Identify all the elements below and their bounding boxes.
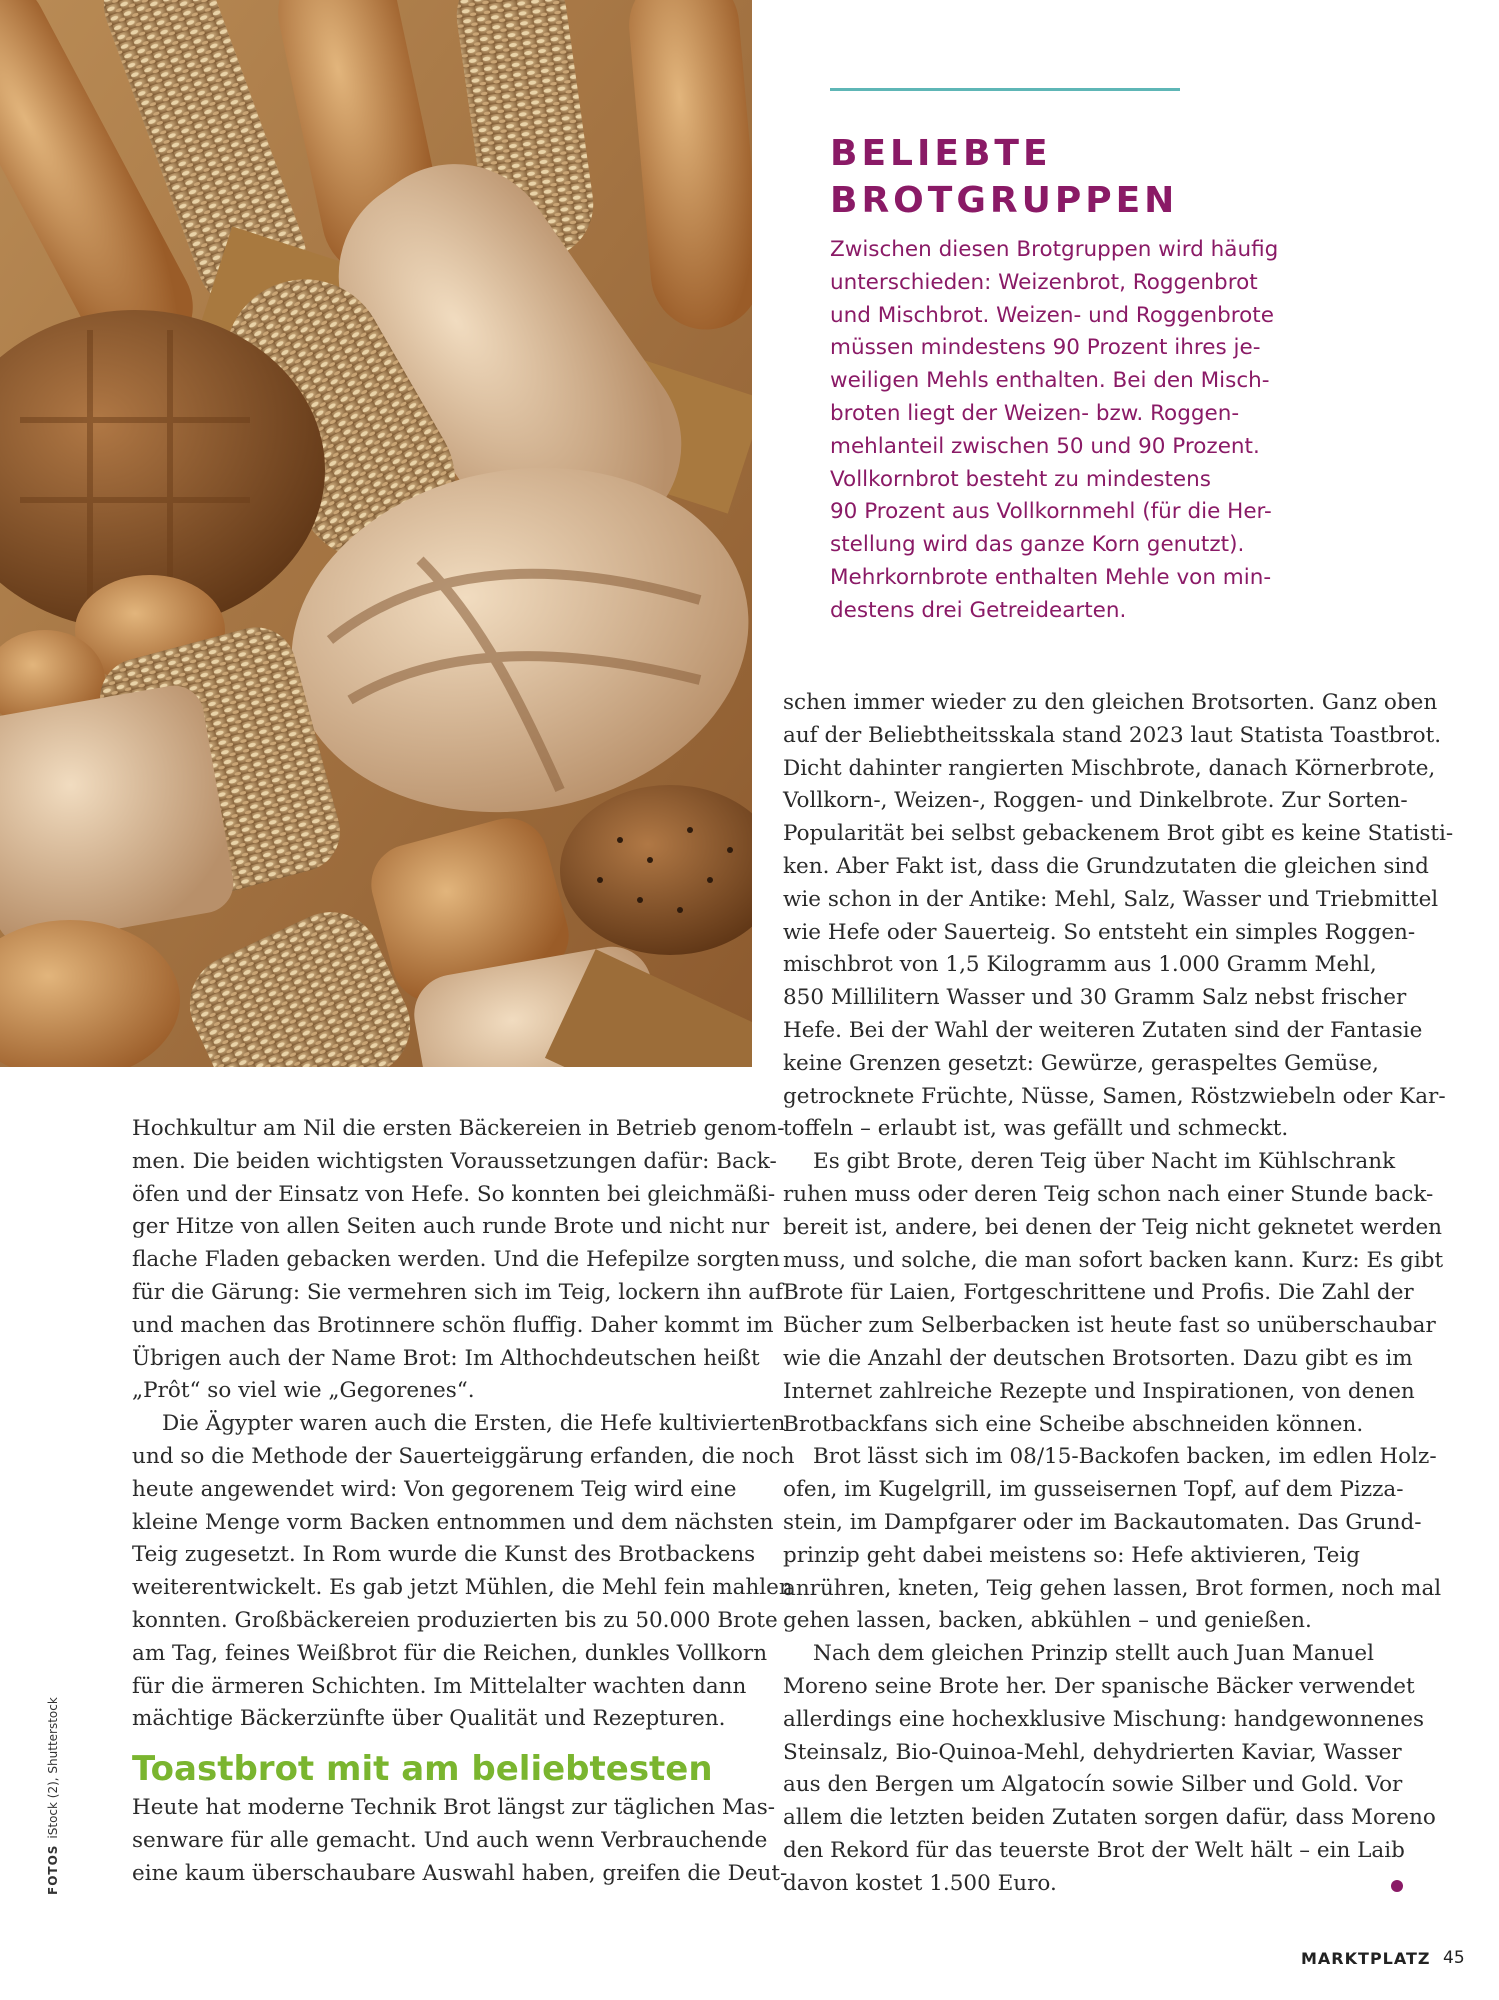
text-line: muss, und solche, die man sofort backen kann. Kurz: Es gibt: [783, 1247, 1444, 1273]
text-line: ruhen muss oder deren Teig schon nach einer Stunde back-: [783, 1181, 1434, 1207]
text-line: „Prôt“ so viel wie „Gegorenes“.: [132, 1378, 475, 1404]
text-line: davon kostet 1.500 Euro.: [783, 1870, 1057, 1896]
article-column-right: [783, 687, 1454, 1900]
sidebar-text: [830, 234, 1279, 628]
text-line: wie die Anzahl der deutschen Brotsorten. Dazu gibt es im: [783, 1345, 1413, 1371]
text-line: öfen und der Einsatz von Hefe. So konnten bei gleichmäßi-: [132, 1181, 776, 1207]
text-line: bereit ist, andere, bei denen der Teig nicht geknetet werden: [783, 1214, 1443, 1240]
text-line: Internet zahlreiche Rezepte und Inspirationen, von denen: [783, 1378, 1415, 1404]
sidebar-line: stellung wird das ganze Korn genutzt).: [830, 532, 1245, 558]
text-line: und machen das Brotinnere schön fluffig. Daher kommt im: [132, 1312, 774, 1338]
paragraph: [783, 1441, 1443, 1638]
text-line: konnten. Großbäckereien produzierten bis zu 50.000 Brote: [132, 1607, 778, 1633]
text-line: men. Die beiden wichtigsten Voraussetzungen dafür: Back-: [132, 1148, 777, 1174]
text-line: keine Grenzen gesetzt: Gewürze, geraspeltes Gemüse,: [783, 1050, 1379, 1076]
text-line: Es gibt Brote, deren Teig über Nacht im Kühlschrank: [813, 1149, 1396, 1175]
paragraph: [783, 1638, 1443, 1900]
text-line: heute angewendet wird: Von gegorenem Teig wird eine: [132, 1476, 737, 1502]
text-line: Die Ägypter waren auch die Ersten, die Hefe kultivierten: [162, 1411, 786, 1437]
paragraph: [132, 1792, 792, 1890]
text-line: Steinsalz, Bio-Quinoa-Mehl, dehydrierten Kaviar, Wasser: [783, 1739, 1402, 1765]
text-line: allerdings eine hochexklusive Mischung: handgewonnenes: [783, 1706, 1425, 1732]
text-line: gehen lassen, backen, abkühlen – und genießen.: [783, 1608, 1312, 1634]
text-line: schen immer wieder zu den gleichen Brotsorten. Ganz oben: [783, 690, 1438, 715]
text-line: am Tag, feines Weißbrot für die Reichen, dunkles Vollkorn: [132, 1640, 768, 1666]
text-line: anrühren, kneten, Teig gehen lassen, Brot formen, noch mal: [783, 1575, 1442, 1601]
text-line: Bücher zum Selberbacken ist heute fast so unüberschaubar: [783, 1313, 1436, 1339]
text-line: aus den Bergen um Algatocín sowie Silber und Gold. Vor: [783, 1772, 1403, 1798]
text-line: Brot lässt sich im 08/15-Backofen backen, im edlen Holz-: [813, 1444, 1437, 1470]
text-line: Dicht dahinter rangierten Mischbrote, danach Körnerbrote,: [783, 755, 1436, 781]
text-line: für die Gärung: Sie vermehren sich im Teig, lockern ihn auf: [132, 1279, 783, 1305]
text-line: Teig zugesetzt. In Rom wurde die Kunst des Brotbackens: [132, 1542, 756, 1568]
text-line: Hefe. Bei der Wahl der weiteren Zutaten sind der Fantasie: [783, 1017, 1423, 1043]
sidebar-rule: [830, 88, 1180, 91]
text-line: Popularität bei selbst gebackenem Brot gibt es keine Statisti-: [783, 821, 1454, 847]
sidebar-line: Mehrkornbrote enthalten Mehle von min-: [830, 564, 1272, 590]
sidebar-line: 90 Prozent aus Vollkornmehl (für die Her-: [830, 499, 1272, 525]
text-line: Nach dem gleichen Prinzip stellt auch Juan Manuel: [813, 1641, 1374, 1667]
text-line: eine kaum überschaubare Auswahl haben, greifen die Deut-: [132, 1860, 788, 1886]
text-line: wie schon in der Antike: Mehl, Salz, Wasser und Triebmittel: [783, 886, 1439, 912]
text-line: Übrigen auch der Name Brot: Im Althochdeutschen heißt: [132, 1345, 760, 1371]
sidebar-line: Vollkornbrot besteht zu mindestens: [830, 466, 1211, 492]
sidebar-line: Zwischen diesen Brotgruppen wird häufig: [830, 237, 1279, 262]
photo-credit-label: FOTOS: [46, 1844, 60, 1895]
text-line: toffeln – erlaubt ist, was gefällt und schmeckt.: [783, 1116, 1289, 1142]
sidebar-line: weiligen Mehls enthalten. Bei den Misch-: [830, 368, 1270, 394]
text-line: Hochkultur am Nil die ersten Bäckereien in Betrieb genom-: [132, 1116, 785, 1141]
text-line: senware für alle gemacht. Und auch wenn Verbrauchende: [132, 1827, 768, 1853]
sidebar-line: müssen mindestens 90 Prozent ihres je-: [830, 335, 1261, 361]
paragraph: [132, 1408, 795, 1736]
text-line: weiterentwickelt. Es gab jetzt Mühlen, die Mehl fein mahlen: [132, 1575, 793, 1601]
end-of-article-dot-icon: [1391, 1880, 1403, 1892]
paragraph: [783, 687, 1454, 1146]
text-line: ken. Aber Fakt ist, dass die Grundzutaten die gleichen sind: [783, 853, 1429, 879]
bread-photo-illustration: [0, 0, 752, 1067]
text-line: auf der Beliebtheitsskala stand 2023 laut Statista Toastbrot.: [783, 722, 1442, 748]
text-line: Heute hat moderne Technik Brot längst zur täglichen Mas-: [132, 1795, 776, 1821]
text-line: 850 Millilitern Wasser und 30 Gramm Salz nebst frischer: [783, 985, 1407, 1011]
text-line: Brotbackfans sich eine Scheibe abschneiden können.: [783, 1411, 1364, 1437]
sidebar-title: BELIEBTE BROTGRUPPEN: [830, 133, 1179, 221]
photo-credit: [46, 1697, 60, 1895]
sidebar-line: unterschieden: Weizenbrot, Roggenbrot: [830, 269, 1258, 295]
text-line: ofen, im Kugelgrill, im gusseisernen Topf, auf dem Pizza-: [783, 1477, 1404, 1503]
sidebar-line: broten liegt der Weizen- bzw. Roggen-: [830, 400, 1240, 426]
article-column-left: [132, 1113, 795, 1891]
text-line: Brote für Laien, Fortgeschrittene und Profis. Die Zahl der: [783, 1280, 1414, 1306]
text-line: getrocknete Früchte, Nüsse, Samen, Röstzwiebeln oder Kar-: [783, 1083, 1446, 1109]
sidebar-line: mehlanteil zwischen 50 und 90 Prozent.: [830, 433, 1260, 459]
text-line: und so die Methode der Sauerteiggärung erfanden, die noch: [132, 1443, 795, 1469]
text-line: kleine Menge vorm Backen entnommen und dem nächsten: [132, 1509, 774, 1535]
text-line: allem die letzten beiden Zutaten sorgen dafür, dass Moreno: [783, 1805, 1436, 1831]
paragraph: [783, 1146, 1443, 1441]
text-line: mächtige Bäckerzünfte über Qualität und Rezepturen.: [132, 1706, 726, 1732]
text-line: Moreno seine Brote her. Der spanische Bäcker verwendet: [783, 1673, 1415, 1699]
text-line: stein, im Dampfgarer oder im Backautomaten. Das Grund-: [783, 1509, 1422, 1535]
text-line: für die ärmeren Schichten. Im Mittelalter wachten dann: [132, 1673, 747, 1699]
sidebar-line: und Mischbrot. Weizen- und Roggenbrote: [830, 302, 1274, 328]
text-line: flache Fladen gebacken werden. Und die Hefepilze sorgten: [132, 1247, 780, 1273]
photo-credit-text: iStock (2), Shutterstock: [46, 1697, 60, 1839]
text-line: wie Hefe oder Sauerteig. So entsteht ein simples Roggen-: [783, 919, 1416, 945]
page-number: 45: [1443, 1948, 1465, 1968]
text-line: prinzip geht dabei meistens so: Hefe aktivieren, Teig: [783, 1542, 1360, 1568]
section-subheading: Toastbrot mit am beliebtesten: [132, 1749, 713, 1790]
bread-assortment-photo: [0, 0, 752, 1067]
sidebar-line: destens drei Getreidearten.: [830, 597, 1127, 623]
text-line: Vollkorn-, Weizen-, Roggen- und Dinkelbrote. Zur Sorten-: [783, 788, 1408, 814]
text-line: ger Hitze von allen Seiten auch runde Brote und nicht nur: [132, 1214, 770, 1240]
footer-section-name: MARKTPLATZ: [1301, 1949, 1431, 1968]
text-line: den Rekord für das teuerste Brot der Welt hält – ein Laib: [783, 1837, 1405, 1863]
text-line: mischbrot von 1,5 Kilogramm aus 1.000 Gramm Mehl,: [783, 952, 1377, 978]
paragraph: [132, 1113, 792, 1408]
